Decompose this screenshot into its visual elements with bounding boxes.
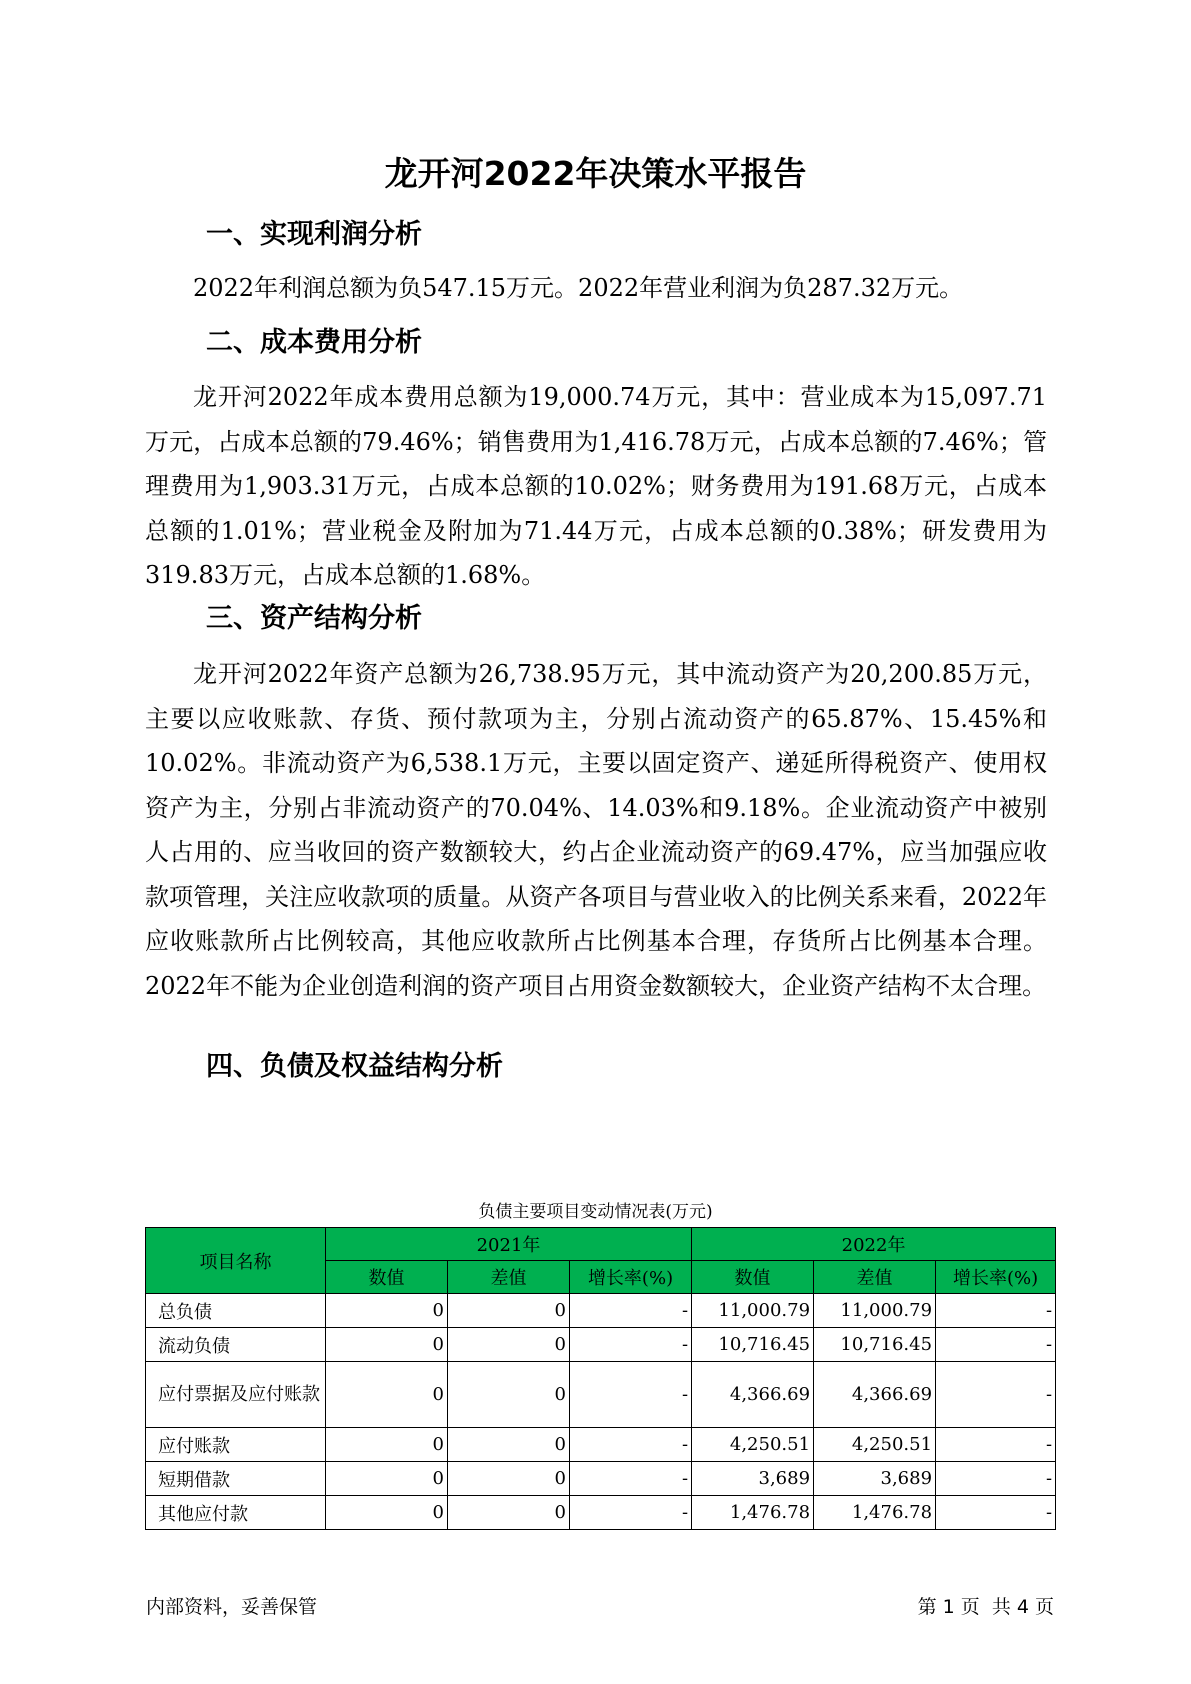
section-paragraph-assets: 龙开河2022年资产总额为26,738.95万元，其中流动资产为20,200.85万元，主要以应收账款、存货、预付款项为主，分别占流动资产的65.87%、15.45%和10.02%。非流动资产为6,538.1万元，主要以固定资产、递延所得税资产、使用权资产为主，分别占非流动资产的70.04%、14.03%和9.18%。企业流动资产中被别人占用的、应当收回的资产数额较大，约占企业流动资产的69.47%，应当加强应收款项管理，关注应收款项的质量。从资产各项目与营业收入的比例关系来看，2022年应收账款所占比例较高，其他应收款所占比例基本合理，存货所占比例基本合理。2022年不能为企业创造利润的资产项目占用资金数额较大，企业资产结构不太合理。 [145,660,1047,1000]
cell: - [936,1462,1056,1496]
table-row [146,1362,1056,1428]
cell: 0 [448,1328,570,1362]
cell: 0 [448,1362,570,1428]
cell: 0 [326,1362,448,1428]
cell: - [936,1328,1056,1362]
table-row [146,1294,1056,1328]
cell: - [936,1496,1056,1530]
table-caption: 负债主要项目变动情况表(万元) [478,1202,713,1222]
footer-confidential-note: 内部资料，妥善保管 [146,1596,318,1618]
header-item-name: 项目名称 [146,1228,326,1294]
cell: 4,366.69 [692,1362,814,1428]
cell: - [936,1428,1056,1462]
table-row [146,1496,1056,1530]
row-name: 短期借款 [146,1462,326,1496]
cell: 0 [448,1294,570,1328]
cell: - [570,1328,692,1362]
cell: 0 [448,1428,570,1462]
cell: - [570,1362,692,1428]
section-paragraph-profit: 2022年利润总额为负547.15万元。2022年营业利润为负287.32万元。 [193,274,964,302]
cell: 0 [326,1328,448,1362]
subheader-growth-2021: 增长率(%) [570,1261,692,1294]
subheader-diff-2021: 差值 [448,1261,570,1294]
cell: 0 [448,1496,570,1530]
cell: 0 [326,1462,448,1496]
row-name: 流动负债 [146,1328,326,1362]
subheader-growth-2022: 增长率(%) [936,1261,1056,1294]
footer-page-number: 第 1 页 共 4 页 [917,1596,1054,1618]
cell: 10,716.45 [814,1328,936,1362]
cell: 0 [326,1496,448,1530]
row-name [146,1362,326,1428]
page-title: 龙开河2022年决策水平报告 [384,154,807,193]
cell: 0 [448,1462,570,1496]
cell: 3,689 [692,1462,814,1496]
cell: 0 [326,1428,448,1462]
cell: - [936,1294,1056,1328]
subheader-diff-2022: 差值 [814,1261,936,1294]
cell: - [570,1294,692,1328]
liabilities-table [145,1227,1056,1530]
cell: 0 [326,1294,448,1328]
cell: 1,476.78 [814,1496,936,1530]
subheader-value-2022: 数值 [692,1261,814,1294]
header-year-2021: 2021年 [326,1228,692,1261]
table-row [146,1462,1056,1496]
cell: - [936,1362,1056,1428]
cell: 4,250.51 [692,1428,814,1462]
cell: - [570,1496,692,1530]
row-name: 总负债 [146,1294,326,1328]
row-name: 应付账款 [146,1428,326,1462]
row-name-text: 应付票据及应付账款 [158,1383,320,1405]
table-row [146,1328,1056,1362]
section-paragraph-cost: 龙开河2022年成本费用总额为19,000.74万元，其中：营业成本为15,097.71万元，占成本总额的79.46%；销售费用为1,416.78万元，占成本总额的7.46%；管理费用为1,903.31万元，占成本总额的10.02%；财务费用为191.68万元，占成本总额的1.01%；营业税金及附加为71.44万元，占成本总额的0.38%；研发费用为319.83万元，占成本总额的1.68%。 [145,383,1047,589]
section-heading-profit: 一、实现利润分析 [206,219,422,250]
subheader-value-2021: 数值 [326,1261,448,1294]
cell: 11,000.79 [814,1294,936,1328]
header-year-2022: 2022年 [692,1228,1056,1261]
section-heading-assets: 三、资产结构分析 [206,603,422,634]
cell: - [570,1462,692,1496]
row-name: 其他应付款 [146,1496,326,1530]
cell: 4,366.69 [814,1362,936,1428]
cell: 10,716.45 [692,1328,814,1362]
section-heading-liabilities: 四、负债及权益结构分析 [206,1051,503,1082]
cell: 3,689 [814,1462,936,1496]
cell: - [570,1428,692,1462]
cell: 4,250.51 [814,1428,936,1462]
section-heading-cost: 二、成本费用分析 [206,327,422,358]
table-row [146,1428,1056,1462]
cell: 1,476.78 [692,1496,814,1530]
cell: 11,000.79 [692,1294,814,1328]
